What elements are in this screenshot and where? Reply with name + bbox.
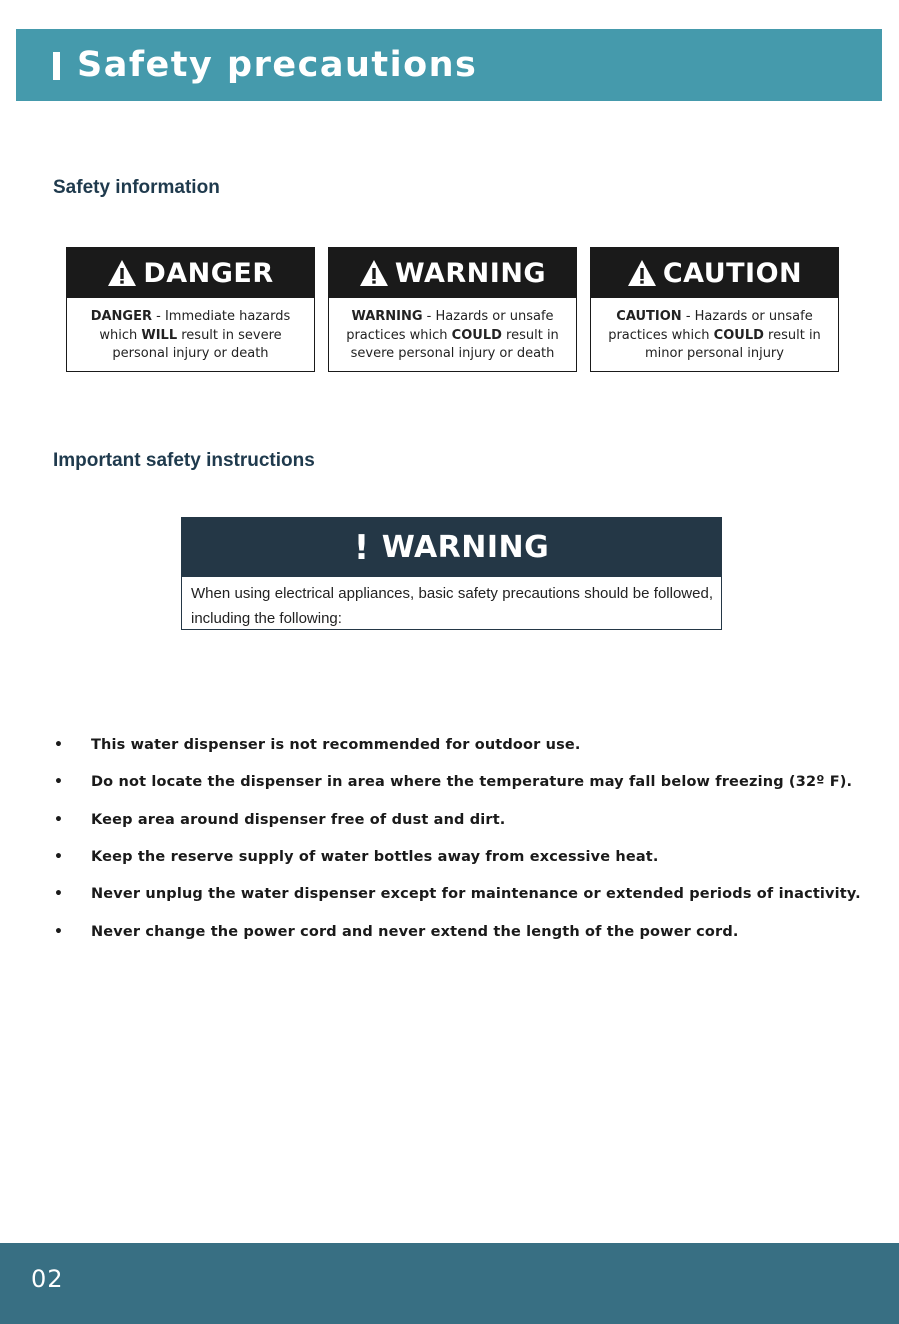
hazard-head-caution xyxy=(591,248,838,298)
bullet-icon: • xyxy=(54,737,63,753)
section-heading-important-instructions: Important safety instructions xyxy=(53,450,315,471)
bullet-icon: • xyxy=(54,774,63,790)
hazard-text: - Immediate hazards xyxy=(151,309,291,324)
hazard-text: result in xyxy=(501,327,559,343)
list-item xyxy=(0,884,899,908)
header-banner xyxy=(16,29,882,101)
hazard-box-caution xyxy=(590,247,839,372)
hazard-description xyxy=(329,298,576,364)
section-heading-safety-information: Safety information xyxy=(53,177,220,198)
instruction-text: Do not locate the dispenser in area where the temperature may fall below freezing (32º F). xyxy=(91,774,853,790)
warning-panel-head xyxy=(182,518,721,577)
hazard-signal-word: DANGER xyxy=(143,257,274,289)
hazard-lead: CAUTION xyxy=(616,309,682,324)
hazard-text: minor personal injury xyxy=(645,346,784,361)
list-item xyxy=(0,772,899,796)
warning-triangle-icon xyxy=(359,259,389,287)
bullet-icon: • xyxy=(54,849,63,865)
bullet-icon: • xyxy=(54,924,63,940)
hazard-text: practices which xyxy=(608,327,714,343)
hazard-text: practices which xyxy=(346,327,452,343)
hazard-description xyxy=(591,298,838,364)
instruction-text: Keep area around dispenser free of dust and dirt. xyxy=(91,812,506,828)
hazard-signal-word: CAUTION xyxy=(662,257,803,289)
hazard-lead: DANGER xyxy=(90,309,152,324)
list-item xyxy=(0,847,899,871)
warning-triangle-icon xyxy=(627,259,657,287)
hazard-text: result in xyxy=(763,327,821,343)
instruction-text: Never change the power cord and never extend the length of the power cord. xyxy=(91,924,739,940)
list-item xyxy=(0,735,899,759)
hazard-lead: WARNING xyxy=(351,309,423,324)
hazard-box-danger xyxy=(66,247,315,372)
instruction-text: Keep the reserve supply of water bottles away from excessive heat. xyxy=(91,849,659,865)
hazard-text: - Hazards or unsafe xyxy=(681,309,813,324)
exclamation-icon: ! xyxy=(353,527,370,568)
hazard-emphasis: COULD xyxy=(451,327,502,343)
instruction-text: Never unplug the water dispenser except for maintenance or extended periods of inactivity. xyxy=(91,886,861,902)
hazard-text: which xyxy=(99,327,142,343)
warning-triangle-icon xyxy=(107,259,137,287)
hazard-text: severe personal injury or death xyxy=(350,346,555,361)
hazard-box-warning xyxy=(328,247,577,372)
hazard-head-warning xyxy=(329,248,576,298)
bullet-icon: • xyxy=(54,886,63,902)
list-item xyxy=(0,922,899,946)
hazard-text: personal injury or death xyxy=(112,346,269,361)
hazard-emphasis: WILL xyxy=(141,327,178,343)
hazard-signal-word: WARNING xyxy=(394,257,547,289)
warning-panel xyxy=(181,517,722,630)
warning-panel-text: When using electrical appliances, basic safety precautions should be followed, including the following: xyxy=(191,585,713,627)
page-title: Safety precautions xyxy=(77,45,478,85)
hazard-text: - Hazards or unsafe xyxy=(422,309,554,324)
hazard-text: result in severe xyxy=(177,327,282,343)
hazard-emphasis: COULD xyxy=(713,327,764,343)
page-number: 02 xyxy=(31,1265,64,1293)
footer-bar xyxy=(0,1243,899,1324)
hazard-head-danger xyxy=(67,248,314,298)
hazard-description xyxy=(67,298,314,364)
bullet-icon: • xyxy=(54,812,63,828)
instruction-text: This water dispenser is not recommended for outdoor use. xyxy=(91,737,581,753)
header-bar-mark xyxy=(53,52,60,80)
warning-panel-title: WARNING xyxy=(381,530,550,565)
list-item xyxy=(0,810,899,834)
